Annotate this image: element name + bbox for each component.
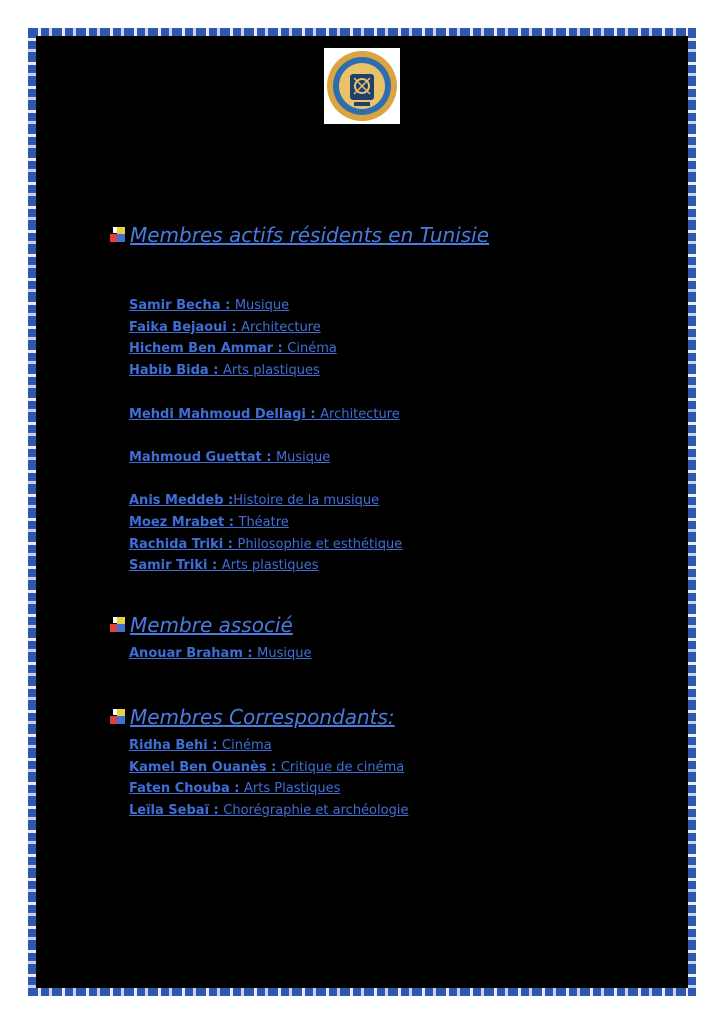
member-item[interactable]: Samir Triki : Arts plastiques bbox=[129, 558, 319, 574]
border-bottom bbox=[28, 988, 696, 996]
member-item[interactable]: Faten Chouba : Arts Plastiques bbox=[129, 781, 341, 797]
member-item[interactable]: Moez Mrabet : Théatre bbox=[129, 514, 289, 530]
associate-members-list bbox=[129, 643, 312, 665]
heading-text: Membre associé bbox=[130, 613, 293, 637]
heading-text: Membres Correspondants: bbox=[130, 705, 395, 729]
member-item[interactable]: Kamel Ben Ouanès : Critique de cinéma bbox=[129, 759, 405, 775]
border-left bbox=[28, 28, 36, 996]
member-item[interactable]: Mahmoud Guettat : Musique bbox=[129, 449, 331, 465]
member-item[interactable]: Samir Becha : Musique bbox=[129, 298, 290, 313]
member-item[interactable]: Ridha Behi : Cinéma bbox=[129, 738, 272, 753]
member-item[interactable]: Leïla Sebaï : Chorégraphie et archéologie bbox=[129, 803, 409, 819]
heading-text: Membres actifs résidents en Tunisie bbox=[130, 223, 490, 247]
member-item[interactable]: Rachida Triki : Philosophie et esthétique bbox=[129, 536, 403, 552]
bullet-icon bbox=[108, 225, 128, 245]
member-item[interactable]: Mehdi Mahmoud Dellagi : Architecture bbox=[129, 406, 400, 422]
border-top bbox=[28, 28, 696, 36]
member-item[interactable]: Hichem Ben Ammar : Cinéma bbox=[129, 341, 337, 357]
active-members-list bbox=[129, 295, 402, 577]
member-item[interactable]: Anouar Braham : Musique bbox=[129, 646, 312, 661]
section-heading-associate-member bbox=[108, 613, 293, 637]
section-heading-correspondent-members bbox=[108, 705, 395, 729]
section-heading-active-members bbox=[108, 223, 489, 247]
member-item[interactable]: Anis Meddeb :Histoire de la musique bbox=[129, 493, 380, 509]
correspondent-members-list bbox=[129, 735, 408, 822]
border-right bbox=[688, 28, 696, 996]
institution-seal-logo-icon bbox=[324, 48, 400, 124]
bullet-icon bbox=[108, 615, 128, 635]
bullet-icon bbox=[108, 707, 128, 727]
member-item[interactable]: Faika Bejaoui : Architecture bbox=[129, 319, 321, 335]
member-item[interactable]: Habib Bida : Arts plastiques bbox=[129, 363, 320, 379]
